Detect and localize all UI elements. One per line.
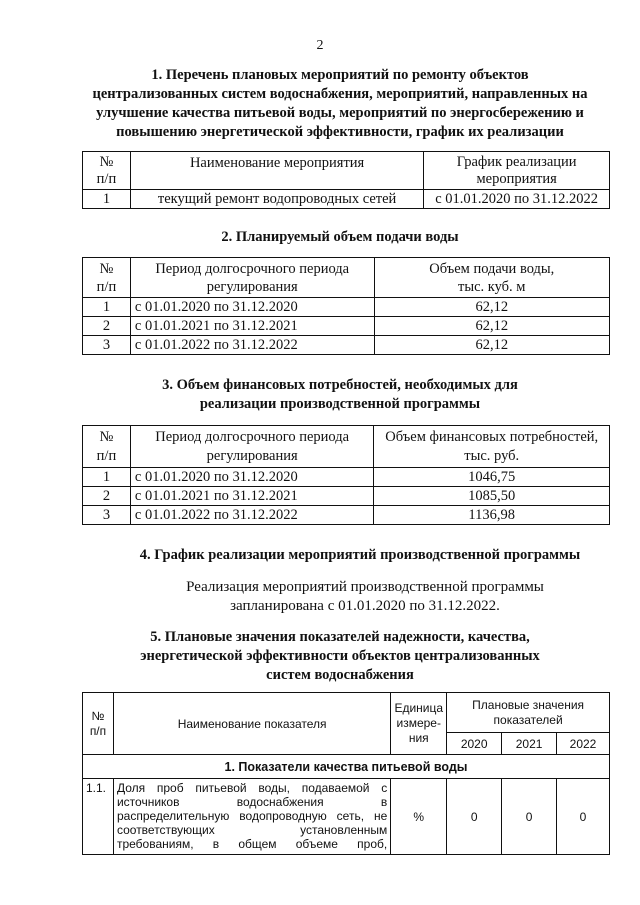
header-num bbox=[83, 693, 114, 755]
header-text: Объем финансовых потребностей, bbox=[385, 428, 599, 445]
row-name-line: соответствующих установленным bbox=[116, 823, 388, 837]
header-text: Единица bbox=[394, 701, 444, 715]
group-title: 1. Показатели качества питьевой воды bbox=[83, 755, 610, 779]
header-text: регулирования bbox=[206, 278, 298, 295]
section5-title-line: энергетической эффективности объектов централизованных bbox=[140, 648, 540, 664]
section1-title-line: повышению энергетической эффективности, график их реализации bbox=[116, 124, 564, 140]
row-period: с 01.01.2020 по 31.12.2020 bbox=[130, 468, 374, 487]
table-header-row bbox=[83, 426, 610, 468]
table-row bbox=[83, 506, 610, 525]
table-row bbox=[83, 336, 610, 355]
row-num: 2 bbox=[83, 487, 131, 506]
header-volume bbox=[374, 258, 610, 298]
section4-title: 4. График реализации мероприятий производственной программы bbox=[139, 547, 581, 563]
header-year: 2021 bbox=[502, 733, 557, 755]
header-finance bbox=[374, 426, 610, 468]
row-value: 62,12 bbox=[374, 336, 610, 355]
section5-title bbox=[60, 628, 620, 685]
section4-text-line: Реализация мероприятий производственной программы bbox=[186, 579, 544, 595]
header-year: 2022 bbox=[557, 733, 610, 755]
header-period bbox=[130, 258, 374, 298]
header-text: п/п bbox=[96, 447, 117, 464]
section1-title-line: 1. Перечень плановых мероприятий по ремонту объектов bbox=[151, 67, 529, 83]
row-period: с 01.01.2021 по 31.12.2021 bbox=[130, 317, 374, 336]
table-header-row bbox=[83, 693, 610, 733]
section5-title-line: систем водоснабжения bbox=[266, 667, 414, 683]
header-schedule bbox=[424, 152, 610, 190]
table-row bbox=[83, 298, 610, 317]
row-name-line: требованиям, в общем объеме проб, bbox=[116, 837, 388, 851]
header-text: № bbox=[91, 708, 105, 723]
row-name-line: источников водоснабжения в bbox=[116, 795, 388, 809]
table-row bbox=[83, 317, 610, 336]
section1-table bbox=[82, 151, 610, 209]
row-num: 3 bbox=[83, 506, 131, 525]
header-text: № bbox=[99, 428, 114, 445]
header-text: № bbox=[99, 153, 114, 170]
row-num: 1 bbox=[83, 468, 131, 487]
row-value: 0 bbox=[502, 779, 557, 855]
table-row bbox=[83, 487, 610, 506]
table-row bbox=[83, 190, 610, 209]
header-text: п/п bbox=[96, 170, 117, 187]
header-planned bbox=[447, 693, 610, 733]
section1-title bbox=[60, 66, 620, 142]
row-period: с 01.01.2021 по 31.12.2021 bbox=[130, 487, 374, 506]
header-text: тыс. руб. bbox=[464, 447, 520, 464]
table-row bbox=[83, 779, 610, 855]
header-text: мероприятия bbox=[476, 170, 557, 187]
header-text: п/п bbox=[96, 278, 117, 295]
row-num: 1 bbox=[83, 298, 131, 317]
header-text: Плановые значения bbox=[472, 697, 585, 712]
row-schedule: с 01.01.2020 по 31.12.2022 bbox=[424, 190, 610, 209]
header-text: № bbox=[99, 260, 114, 277]
row-value: 1046,75 bbox=[374, 468, 610, 487]
header-text: Период долгосрочного периода bbox=[155, 260, 350, 277]
row-name-line: распределительную водопроводную сеть, не bbox=[116, 809, 388, 823]
row-value: 62,12 bbox=[374, 317, 610, 336]
page-number: 2 bbox=[316, 38, 324, 53]
header-unit bbox=[391, 693, 447, 755]
row-value: 62,12 bbox=[374, 298, 610, 317]
header-text: тыс. куб. м bbox=[458, 278, 526, 295]
section4-text bbox=[85, 578, 640, 616]
header-num bbox=[83, 258, 131, 298]
section1-title-line: улучшение качества питьевой воды, мероприятий по энергосбережению и bbox=[96, 105, 584, 121]
section5-table bbox=[82, 692, 610, 855]
row-value: 1136,98 bbox=[374, 506, 610, 525]
header-text: регулирования bbox=[206, 447, 298, 464]
section3-title bbox=[60, 376, 620, 414]
header-text: ния bbox=[408, 731, 429, 745]
section1-title-line: централизованных систем водоснабжения, мероприятий, направленных на bbox=[92, 86, 588, 102]
group-row bbox=[83, 755, 610, 779]
section3-table bbox=[82, 425, 610, 525]
header-text: График реализации bbox=[456, 153, 577, 170]
section3-title-line: 3. Объем финансовых потребностей, необходимых для bbox=[162, 377, 518, 393]
row-period: с 01.01.2022 по 31.12.2022 bbox=[130, 506, 374, 525]
header-text: измере- bbox=[396, 716, 441, 730]
row-num: 1.1. bbox=[83, 779, 114, 855]
row-num: 2 bbox=[83, 317, 131, 336]
row-name: текущий ремонт водопроводных сетей bbox=[130, 190, 423, 209]
header-text: Объем подачи воды, bbox=[429, 260, 555, 277]
row-name bbox=[113, 779, 390, 855]
header-period bbox=[130, 426, 374, 468]
row-period: с 01.01.2022 по 31.12.2022 bbox=[130, 336, 374, 355]
header-text: Период долгосрочного периода bbox=[155, 428, 350, 445]
row-period: с 01.01.2020 по 31.12.2020 bbox=[130, 298, 374, 317]
section2-title: 2. Планируемый объем подачи воды bbox=[221, 229, 459, 245]
row-value: 1085,50 bbox=[374, 487, 610, 506]
section4-text-line: запланирована с 01.01.2020 по 31.12.2022. bbox=[230, 598, 500, 614]
row-unit: % bbox=[391, 779, 447, 855]
row-value: 0 bbox=[447, 779, 502, 855]
table-header-row bbox=[83, 152, 610, 190]
row-num: 3 bbox=[83, 336, 131, 355]
header-text: п/п bbox=[89, 723, 107, 738]
table-header-row bbox=[83, 258, 610, 298]
row-num: 1 bbox=[83, 190, 131, 209]
section5-title-line: 5. Плановые значения показателей надежности, качества, bbox=[150, 629, 530, 645]
row-name-line: Доля проб питьевой воды, подаваемой с bbox=[116, 781, 388, 795]
row-value: 0 bbox=[557, 779, 610, 855]
header-text: показателей bbox=[493, 712, 563, 727]
section3-title-line: реализации производственной программы bbox=[199, 396, 481, 412]
header-name: Наименование показателя bbox=[113, 693, 390, 755]
header-num bbox=[83, 426, 131, 468]
section2-table bbox=[82, 257, 610, 355]
header-num bbox=[83, 152, 131, 190]
table-row bbox=[83, 468, 610, 487]
header-name: Наименование мероприятия bbox=[130, 152, 423, 190]
header-year: 2020 bbox=[447, 733, 502, 755]
